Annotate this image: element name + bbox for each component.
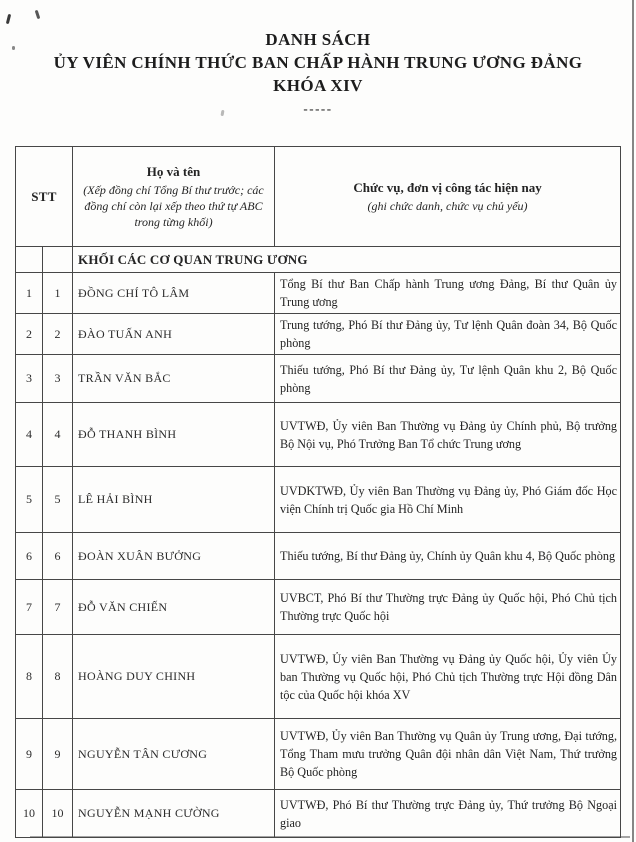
scan-artifact — [6, 14, 11, 24]
position-cell: Thiếu tướng, Bí thư Đảng ủy, Chính ủy Quân khu 4, Bộ Quốc phòng — [275, 533, 621, 580]
table-row — [16, 314, 621, 355]
name-cell: NGUYỄN TÂN CƯƠNG — [73, 719, 275, 790]
header-name-title: Họ và tên — [146, 164, 201, 179]
row-number-cell: 5 — [43, 467, 73, 533]
row-number-cell: 10 — [43, 790, 73, 838]
header-position-note: (ghi chức danh, chức vụ chủ yếu) — [367, 199, 528, 213]
table-row — [16, 467, 621, 533]
row-number-cell: 8 — [16, 635, 43, 719]
header-name — [73, 147, 275, 247]
title-divider: ----- — [303, 101, 333, 116]
row-number-cell: 9 — [16, 719, 43, 790]
row-number-cell: 8 — [43, 635, 73, 719]
table-header-row — [16, 147, 621, 247]
row-number-cell: 7 — [43, 580, 73, 635]
table-row — [16, 719, 621, 790]
position-cell: Thiếu tướng, Phó Bí thư Đảng ủy, Tư lệnh Quân khu 2, Bộ Quốc phòng — [275, 355, 621, 403]
title-line-2: ỦY VIÊN CHÍNH THỨC BAN CHẤP HÀNH TRUNG ƯƠNG ĐẢNG — [53, 53, 583, 72]
members-table — [15, 146, 621, 838]
name-cell: NGUYỄN MẠNH CƯỜNG — [73, 790, 275, 838]
row-number-cell: 6 — [43, 533, 73, 580]
row-number-cell: 6 — [16, 533, 43, 580]
table-row — [16, 273, 621, 314]
name-cell: ĐỒNG CHÍ TÔ LÂM — [73, 273, 275, 314]
name-cell: ĐÀO TUẤN ANH — [73, 314, 275, 355]
row-number-cell: 4 — [43, 403, 73, 467]
row-number-cell: 3 — [16, 355, 43, 403]
document-title — [0, 28, 636, 117]
row-number-cell: 5 — [16, 467, 43, 533]
position-cell: UVDKTWĐ, Ủy viên Ban Thường vụ Đảng ủy, Phó Giám đốc Học viện Chính trị Quốc gia Hồ Chí Minh — [275, 467, 621, 533]
title-line-3: KHÓA XIV — [273, 76, 363, 95]
name-cell: ĐOÀN XUÂN BƯỞNG — [73, 533, 275, 580]
table-row — [16, 403, 621, 467]
position-cell: UVTWĐ, Ủy viên Ban Thường vụ Đảng ủy Quốc hội, Ủy viên Ủy ban Thường vụ Quốc hội, Phó Chủ tịch Thường trực Hội đồng Dân tộc của Quốc hội khóa XV — [275, 635, 621, 719]
row-number-cell: 9 — [43, 719, 73, 790]
title-line-1: DANH SÁCH — [265, 30, 371, 49]
table-row — [16, 355, 621, 403]
header-position-title: Chức vụ, đơn vị công tác hiện nay — [353, 180, 542, 195]
row-number-cell: 7 — [16, 580, 43, 635]
section-empty-cell — [16, 247, 43, 273]
position-cell: UVBCT, Phó Bí thư Thường trực Đảng ủy Quốc hội, Phó Chủ tịch Thường trực Quốc hội — [275, 580, 621, 635]
section-empty-cell — [43, 247, 73, 273]
table-row — [16, 790, 621, 838]
table-row — [16, 635, 621, 719]
position-cell: UVTWĐ, Phó Bí thư Thường trực Đảng ủy, Thứ trưởng Bộ Ngoại giao — [275, 790, 621, 838]
scan-artifact — [35, 10, 41, 19]
row-number-cell: 4 — [16, 403, 43, 467]
row-number-cell: 3 — [43, 355, 73, 403]
position-cell: UVTWĐ, Ủy viên Ban Thường vụ Quân ủy Trung ương, Đại tướng, Tổng Tham mưu trưởng Quân đội nhân dân Việt Nam, Thứ trưởng Bộ Quốc phòng — [275, 719, 621, 790]
name-cell: LÊ HẢI BÌNH — [73, 467, 275, 533]
row-number-cell: 10 — [16, 790, 43, 838]
row-number-cell: 1 — [43, 273, 73, 314]
header-position — [275, 147, 621, 247]
name-cell: ĐỖ THANH BÌNH — [73, 403, 275, 467]
name-cell: HOÀNG DUY CHINH — [73, 635, 275, 719]
table-row — [16, 533, 621, 580]
name-cell: TRẦN VĂN BẮC — [73, 355, 275, 403]
position-cell: UVTWĐ, Ủy viên Ban Thường vụ Đảng ủy Chính phủ, Bộ trưởng Bộ Nội vụ, Phó Trưởng Ban Tổ chức Trung ương — [275, 403, 621, 467]
scan-edge-line — [632, 0, 634, 842]
row-number-cell: 1 — [16, 273, 43, 314]
table-row — [16, 580, 621, 635]
row-number-cell: 2 — [16, 314, 43, 355]
header-stt: STT — [16, 147, 73, 247]
row-number-cell: 2 — [43, 314, 73, 355]
section-label: KHỐI CÁC CƠ QUAN TRUNG ƯƠNG — [73, 247, 621, 273]
position-cell: Trung tướng, Phó Bí thư Đảng ủy, Tư lệnh Quân đoàn 34, Bộ Quốc phòng — [275, 314, 621, 355]
position-cell: Tổng Bí thư Ban Chấp hành Trung ương Đảng, Bí thư Quân ủy Trung ương — [275, 273, 621, 314]
header-name-note: (Xếp đồng chí Tổng Bí thư trước; các đồng chí còn lại xếp theo thứ tự ABC trong từng khối) — [83, 183, 264, 229]
name-cell: ĐỖ VĂN CHIẾN — [73, 580, 275, 635]
section-row — [16, 247, 621, 273]
